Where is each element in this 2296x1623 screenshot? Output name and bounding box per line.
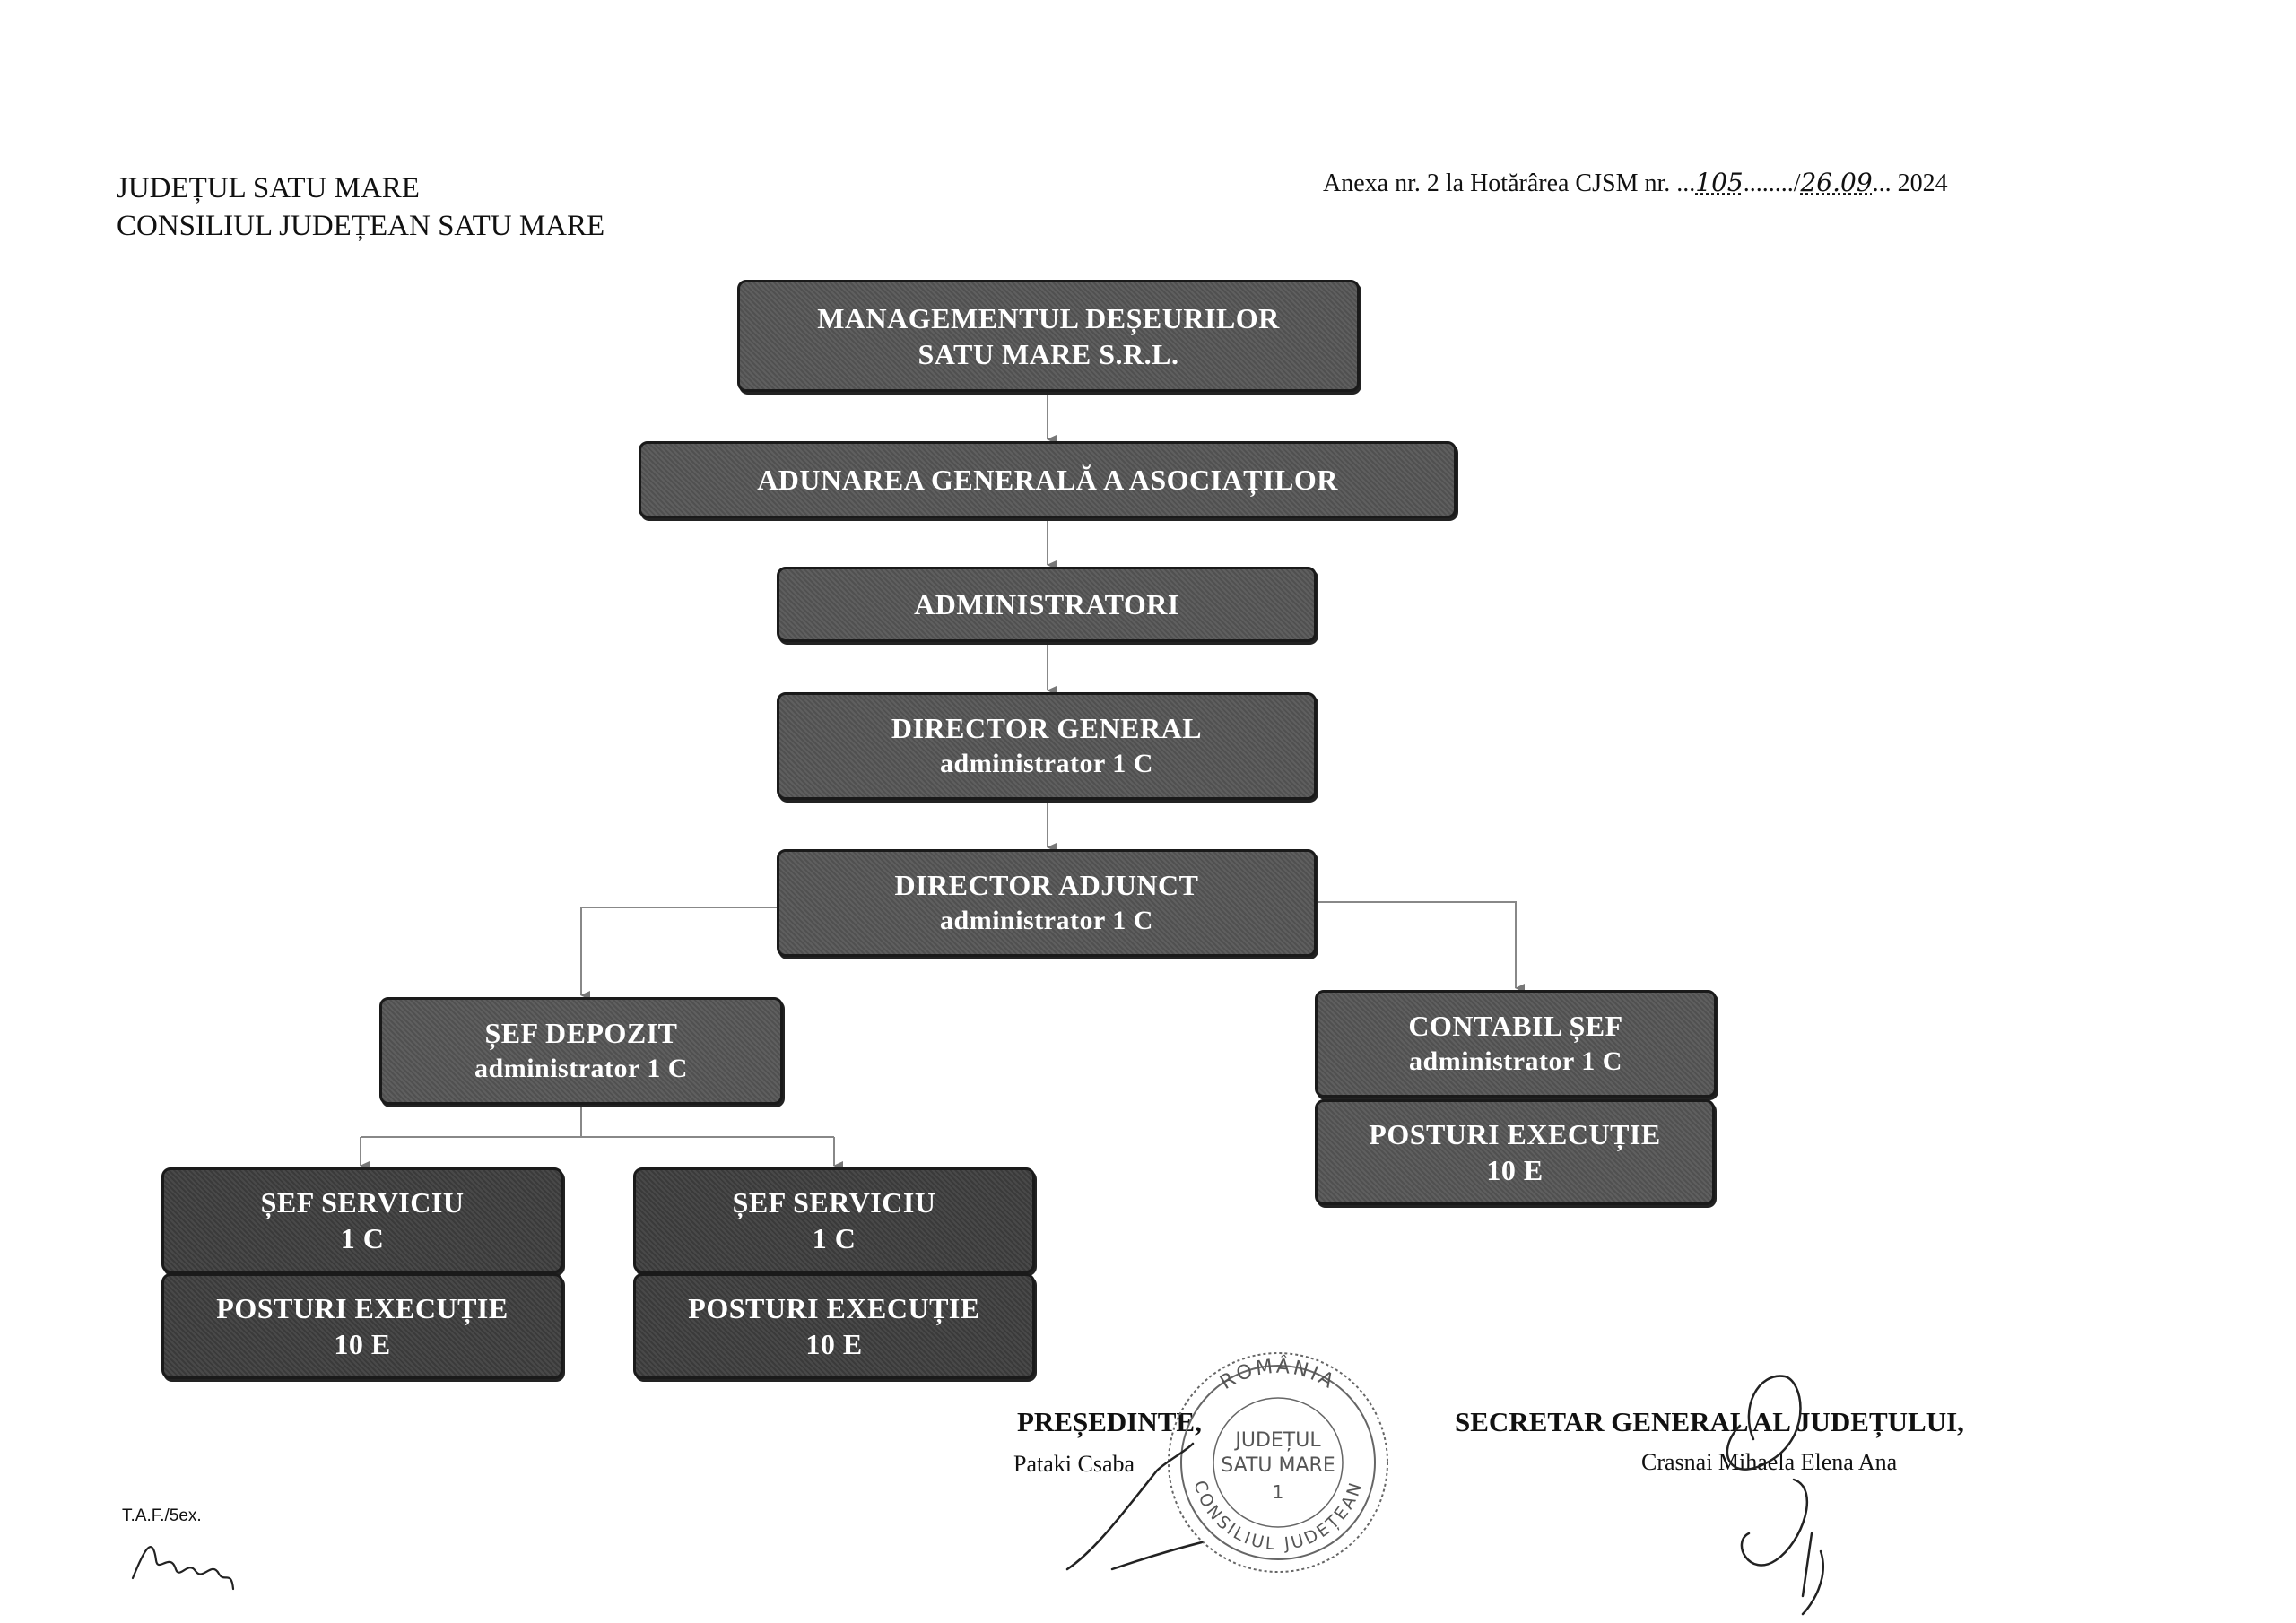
accounting-staff-box: [1315, 1099, 1715, 1205]
staff-right-box: [633, 1273, 1035, 1379]
initials-signature: [126, 1524, 242, 1596]
president-signature: [1058, 1417, 1238, 1578]
decision-date: 26.09: [1800, 168, 1873, 197]
administrators-label: ADMINISTRATORI: [914, 588, 1179, 621]
stamp-top-text: ROMÂNIA: [1216, 1355, 1340, 1394]
staff-left-posts: 10 E: [334, 1328, 391, 1360]
initials-label: T.A.F./5ex.: [122, 1506, 202, 1525]
annex-separator: ......../: [1743, 169, 1801, 197]
svg-text:ROMÂNIA: [1216, 1355, 1340, 1394]
staff-left-title: POSTURI EXECUȚIE: [216, 1292, 509, 1324]
depot-head-title: ȘEF DEPOZIT: [484, 1017, 678, 1049]
deputy-director-title: DIRECTOR ADJUNCT: [894, 869, 1199, 901]
service-head-right-posts: 1 C: [812, 1222, 857, 1254]
connector-deputy-to-depot: [581, 907, 778, 995]
company-name-line2: SATU MARE S.R.L.: [918, 337, 1179, 370]
service-head-right-title: ȘEF SERVICIU: [732, 1186, 936, 1219]
annex-suffix: ... 2024: [1872, 169, 1948, 197]
stamp-number: 1: [1272, 1481, 1284, 1503]
secretary-name: Crasnai Mihaela Elena Ana: [1641, 1449, 1898, 1475]
council-name: CONSILIUL JUDEȚEAN SATU MARE: [117, 210, 605, 242]
director-general-title: DIRECTOR GENERAL: [891, 712, 1203, 744]
director-general-box: [777, 692, 1317, 800]
accounting-staff-title: POSTURI EXECUȚIE: [1369, 1118, 1661, 1150]
service-head-right-box: [633, 1167, 1035, 1273]
company-name-line1: MANAGEMENTUL DEȘEURILOR: [817, 301, 1280, 334]
staff-left-box: [161, 1273, 563, 1379]
deputy-director-box: [777, 849, 1317, 957]
secretary-title: SECRETAR GENERAL AL JUDEȚULUI,: [1455, 1406, 1964, 1437]
chief-accountant-box: [1315, 990, 1717, 1098]
chief-accountant-posts: administrator 1 C: [1409, 1046, 1622, 1076]
secretary-signature: [1677, 1372, 1857, 1623]
stamp-county-name: SATU MARE: [1221, 1454, 1335, 1477]
staff-right-title: POSTURI EXECUȚIE: [688, 1292, 980, 1324]
president-name: Pataki Csaba: [1013, 1451, 1135, 1477]
company-box: [737, 280, 1360, 392]
annex-prefix: Anexa nr. 2 la Hotărârea CJSM nr. ...: [1323, 169, 1696, 197]
depot-head-posts: administrator 1 C: [474, 1054, 688, 1083]
staff-right-posts: 10 E: [805, 1328, 863, 1360]
president-title: PREȘEDINTE,: [1017, 1406, 1202, 1437]
depot-head-box: [379, 997, 783, 1105]
accounting-staff-posts: 10 E: [1486, 1154, 1544, 1186]
deputy-director-posts: administrator 1 C: [940, 906, 1153, 935]
general-assembly-label: ADUNAREA GENERALĂ A ASOCIAȚILOR: [757, 464, 1338, 496]
service-head-left-posts: 1 C: [340, 1222, 385, 1254]
chief-accountant-title: CONTABIL ȘEF: [1408, 1010, 1623, 1042]
director-general-posts: administrator 1 C: [940, 749, 1153, 778]
connector-deputy-to-accountant: [1317, 902, 1516, 988]
administrators-box: [777, 567, 1317, 642]
stamp-county-label: JUDEȚUL: [1235, 1429, 1321, 1452]
county-name: JUDEȚUL SATU MARE: [117, 172, 420, 204]
service-head-left-box: [161, 1167, 563, 1273]
service-head-left-title: ȘEF SERVICIU: [260, 1186, 465, 1219]
general-assembly-box: [639, 441, 1457, 518]
stamp-bottom-text: CONSILIUL JUDEȚEAN: [1189, 1478, 1367, 1555]
decision-number: 105: [1695, 168, 1744, 197]
